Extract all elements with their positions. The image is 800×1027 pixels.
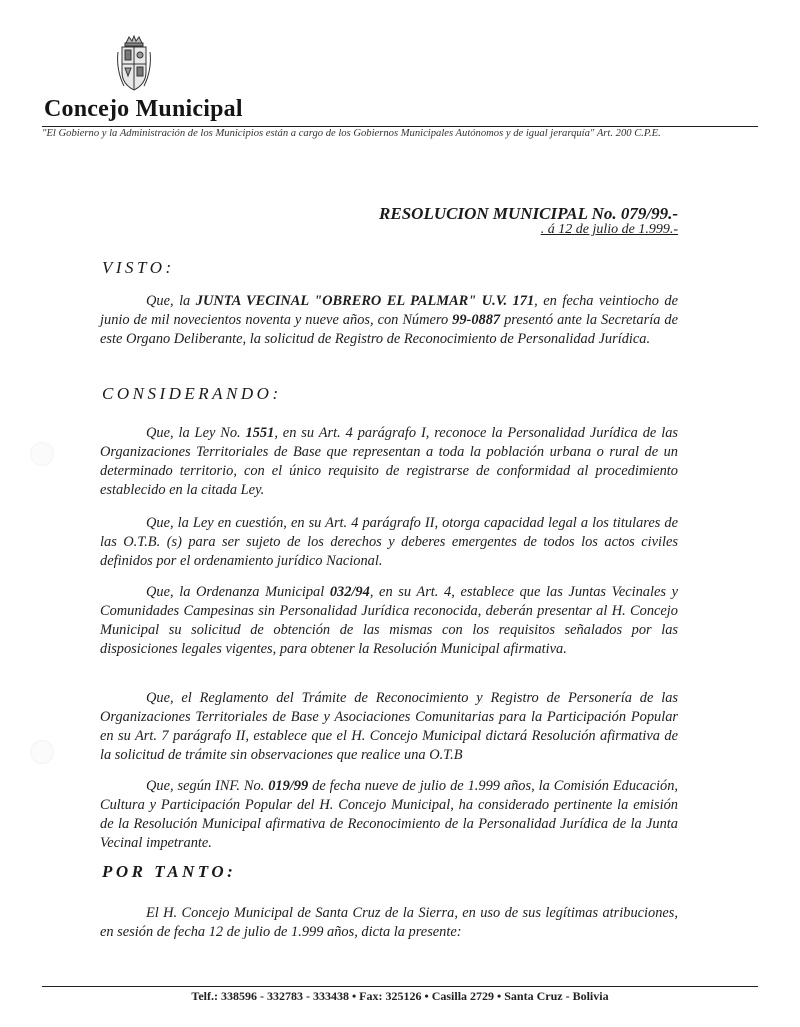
constitutional-motto: "El Gobierno y la Administración de los Municipios están a cargo de los Gobiernos Municipales Autónomos y de igual jerarquía" Art. 200 C.P.E.: [42, 128, 661, 139]
resolution-date: . á 12 de julio de 1.999.-: [540, 222, 678, 237]
organization-name: Concejo Municipal: [44, 96, 243, 122]
considerando-paragraph-4: Que, el Reglamento del Trámite de Reconocimiento y Registro de Personería de las Organizaciones Territoriales de Base y Asociaciones Comunitarias para la Participación Popular en su Art. 7 parágrafo II, establece que el H. Concejo Municipal dictará Resolución afirmativa de la solicitud de trámite sin observaciones que realice una O.T.B: [100, 690, 678, 763]
considerando-heading: CONSIDERANDO:: [102, 384, 282, 403]
considerando-paragraph-3: Que, la Ordenanza Municipal 032/94, en su Art. 4, establece que las Juntas Vecinales y Comunidades Campesinas sin Personalidad Jurídica reconocida, deberán presentar al H. Concejo Municipal su solicitud de obtención de las mismas con los requisitos señalados por las disposiciones legales vigentes, para obtener la Resolución Municipal afirmativa.: [100, 584, 678, 657]
municipal-crest-icon: [114, 34, 154, 96]
considerando-paragraph-1: Que, la Ley No. 1551, en su Art. 4 parágrafo I, reconoce la Personalidad Jurídica de las Organizaciones Territoriales de Base que representan a toda la población urbana o rural de un determinado territorio, con el único requisito de registrarse de conformidad al procedimiento establecido en la citada Ley.: [100, 425, 679, 498]
visto-paragraph: Que, la JUNTA VECINAL "OBRERO EL PALMAR" U.V. 171, en fecha veintiocho de junio de mil novecientos noventa y nueve años, con Número 99-0887 presentó ante la Secretaría de este Organo Deliberante, la solicitud de Registro de Reconocimiento de Personalidad Jurídica.: [100, 293, 678, 347]
punch-hole: [30, 740, 54, 764]
por-tanto-paragraph: El H. Concejo Municipal de Santa Cruz de la Sierra, en uso de sus legítimas atribuciones, en sesión de fecha 12 de julio de 1.999 años, dicta la presente:: [100, 905, 678, 940]
visto-heading: VISTO:: [102, 258, 175, 277]
considerando-paragraph-2: Que, la Ley en cuestión, en su Art. 4 parágrafo II, otorga capacidad legal a los titulares de las O.T.B. (s) para ser sujeto de los derechos y deberes emergentes de todos los actos civiles definidos por el ordenamiento jurídico Nacional.: [100, 515, 678, 569]
considerando-paragraph-5: Que, según INF. No. 019/99 de fecha nueve de julio de 1.999 años, la Comisión Educación, Cultura y Participación Popular del H. Concejo Municipal, ha considerado pertinente la emisión de la Resolución Municipal afirmativa de Reconocimiento de la Personalidad Jurídica de la Junta Vecinal impetrante.: [100, 778, 678, 851]
footer-contact: Telf.: 338596 - 332783 - 333438 • Fax: 325126 • Casilla 2729 • Santa Cruz - Bolivia: [191, 989, 609, 1003]
punch-hole: [30, 442, 54, 466]
header-divider: [42, 126, 758, 127]
resolution-title: RESOLUCION MUNICIPAL No. 079/99.-: [379, 204, 678, 223]
por-tanto-heading: POR TANTO:: [102, 862, 237, 881]
footer-divider: [42, 986, 758, 987]
